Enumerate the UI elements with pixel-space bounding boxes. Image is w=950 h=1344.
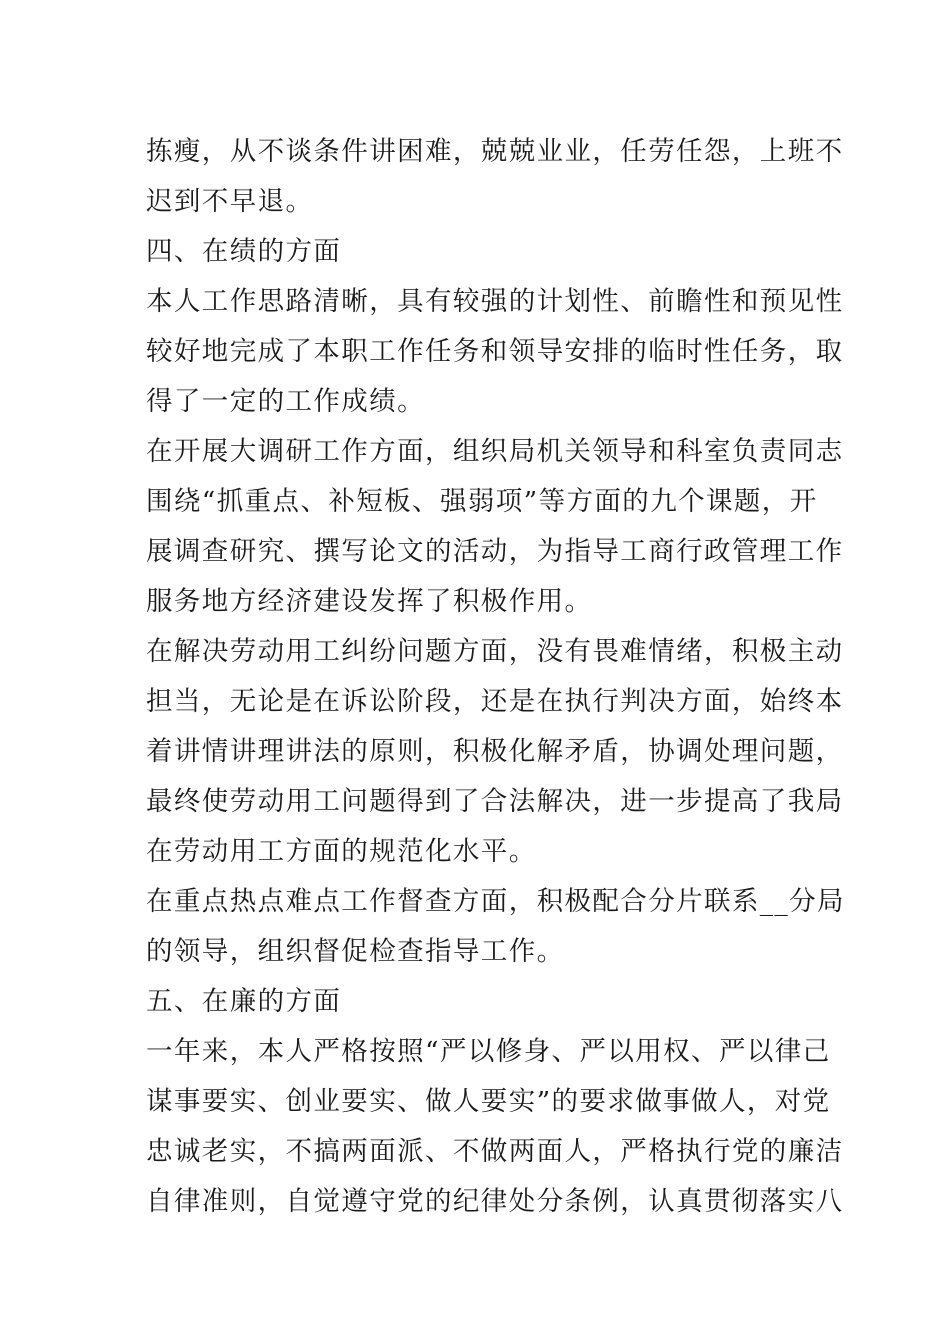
text-line: 自律准则，自觉遵守党的纪律处分条例，认真贯彻落实八 bbox=[146, 1186, 844, 1217]
text-line: 服务地方经济建设发挥了积极作用。 bbox=[146, 586, 593, 617]
text-line: 展调查研究、撰写论文的活动，为指导工商行政管理工作 bbox=[146, 536, 844, 567]
text-line: 得了一定的工作成绩。 bbox=[146, 386, 425, 417]
text-line: 一年来，本人严格按照“严以修身、严以用权、严以律己 bbox=[146, 1036, 831, 1067]
text-line: 围绕“抓重点、补短板、强弱项”等方面的九个课题，开 bbox=[146, 486, 818, 517]
text-line: 在解决劳动用工纠纷问题方面，没有畏难情绪，积极主动 bbox=[146, 636, 844, 667]
text-line: 谋事要实、创业要实、做人要实”的要求做事做人，对党 bbox=[146, 1086, 831, 1117]
section-heading: 四、在绩的方面 bbox=[146, 236, 342, 267]
text-line: 最终使劳动用工问题得到了合法解决，进一步提高了我局 bbox=[146, 786, 844, 817]
text-line: 着讲情讲理讲法的原则，积极化解矛盾，协调处理问题， bbox=[146, 736, 844, 767]
text-line: 在开展大调研工作方面，组织局机关领导和科室负责同志 bbox=[146, 436, 844, 467]
text-line: 在重点热点难点工作督查方面，积极配合分片联系__分局 bbox=[146, 886, 845, 917]
text-line: 拣瘦，从不谈条件讲困难，兢兢业业，任劳任怨，上班不 bbox=[146, 136, 844, 167]
text-line: 迟到不早退。 bbox=[146, 186, 314, 217]
text-line: 担当，无论是在诉讼阶段，还是在执行判决方面，始终本 bbox=[146, 686, 844, 717]
text-line: 较好地完成了本职工作任务和领导安排的临时性任务，取 bbox=[146, 336, 844, 367]
text-line: 的领导，组织督促检查指导工作。 bbox=[146, 936, 565, 967]
text-line: 忠诚老实，不搞两面派、不做两面人，严格执行党的廉洁 bbox=[146, 1136, 844, 1167]
text-line: 本人工作思路清晰，具有较强的计划性、前瞻性和预见性 bbox=[146, 286, 844, 317]
section-heading: 五、在廉的方面 bbox=[146, 986, 342, 1017]
text-line: 在劳动用工方面的规范化水平。 bbox=[146, 836, 537, 867]
